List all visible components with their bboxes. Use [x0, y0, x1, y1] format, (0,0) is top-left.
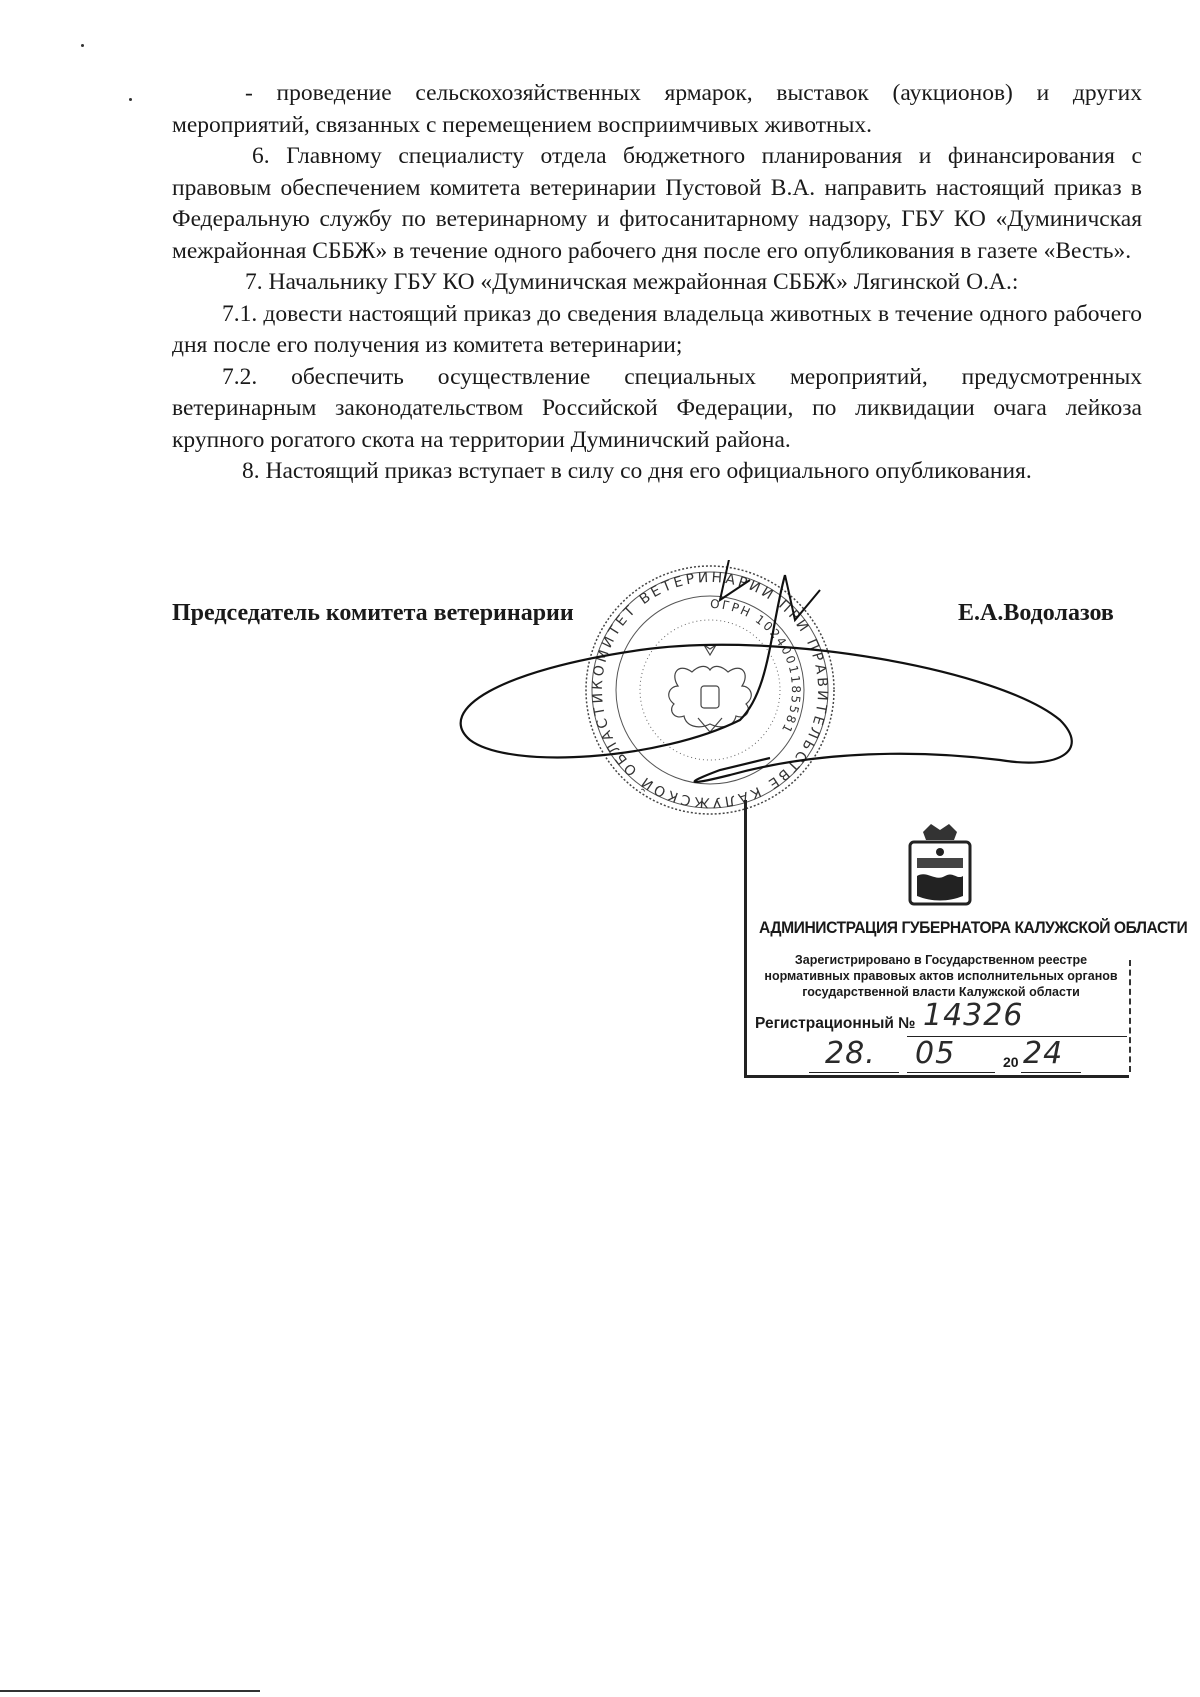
registration-note: Зарегистрировано в Государственном реестре нормативных правовых актов исполнительных органов государственной власти Калужской области: [764, 953, 1118, 999]
registration-date-day: 28.: [825, 1036, 876, 1071]
registration-date-month: 05: [915, 1036, 956, 1071]
signatory-name: Е.А.Водолазов: [958, 600, 1114, 626]
handwritten-signature: [440, 560, 1140, 820]
paragraph-7: 7. Начальнику ГБУ КО «Думиничская межрайонная СББЖ» Лягинской О.А.:: [245, 269, 1019, 295]
seal-outer-text: КОМИТЕТ ВЕТЕРИНАРИИ ПРИ ПРАВИТЕЛЬСТВЕ КАЛУЖСКОЙ ОБЛАСТИ: [589, 569, 831, 811]
stamp-right-edge: [1129, 960, 1131, 1072]
registration-date-day-line: [809, 1072, 899, 1073]
paragraph-7-1: 7.1. довести настоящий приказ до сведения владельца животных в течение одного рабочего дня после его получения из комитета ветеринарии;: [172, 300, 1142, 358]
paragraph-8: 8. Настоящий приказ вступает в силу со дня его официального опубликования.: [242, 458, 1032, 484]
scan-speck: [81, 44, 84, 47]
registration-stamp: [744, 800, 1188, 1078]
footer-rule: [0, 1690, 260, 1692]
registration-number-value: 14326: [923, 998, 1024, 1033]
paragraph-6: 6. Главному специалисту отдела бюджетного планирования и финансирования с правовым обеспечением комитета ветеринарии Пустовой В.А. направить настоящий приказ в Федеральную службу по ветеринарному и фитосанитарному надзору, ГБУ КО «Думиничская межрайонная СББЖ» в течение одного рабочего дня после его опубликования в газете «Весть».: [172, 143, 1142, 264]
registration-date-year-prefix: 20: [1003, 1054, 1019, 1070]
kaluga-coat-of-arms-icon: [905, 818, 975, 908]
scan-speck: [129, 98, 132, 101]
paragraph-7-2: 7.2. обеспечить осуществление специальных мероприятий, предусмотренных ветеринарным законодательством Российской Федерации, по ликвидации очага лейкоза крупного рогатого скота на территории Думиничский района.: [172, 363, 1142, 453]
registration-date-year-line: [1021, 1072, 1081, 1073]
signatory-title: Председатель комитета ветеринарии: [172, 600, 574, 626]
registration-date-year-suffix: 24: [1023, 1036, 1064, 1071]
order-body: [172, 78, 1142, 488]
registration-date-month-line: [907, 1072, 995, 1073]
paragraph-livestock-events: - проведение сельскохозяйственных ярмарок, выставок (аукционов) и других мероприятий, связанных с перемещением восприимчивых животных.: [172, 80, 1142, 138]
seal-inner-text: ОГРН 1024001185581: [709, 596, 804, 737]
registration-number-label: Регистрационный №: [755, 1015, 916, 1032]
registration-org: АДМИНИСТРАЦИЯ ГУБЕРНАТОРА КАЛУЖСКОЙ ОБЛАСТИ: [759, 918, 1188, 937]
